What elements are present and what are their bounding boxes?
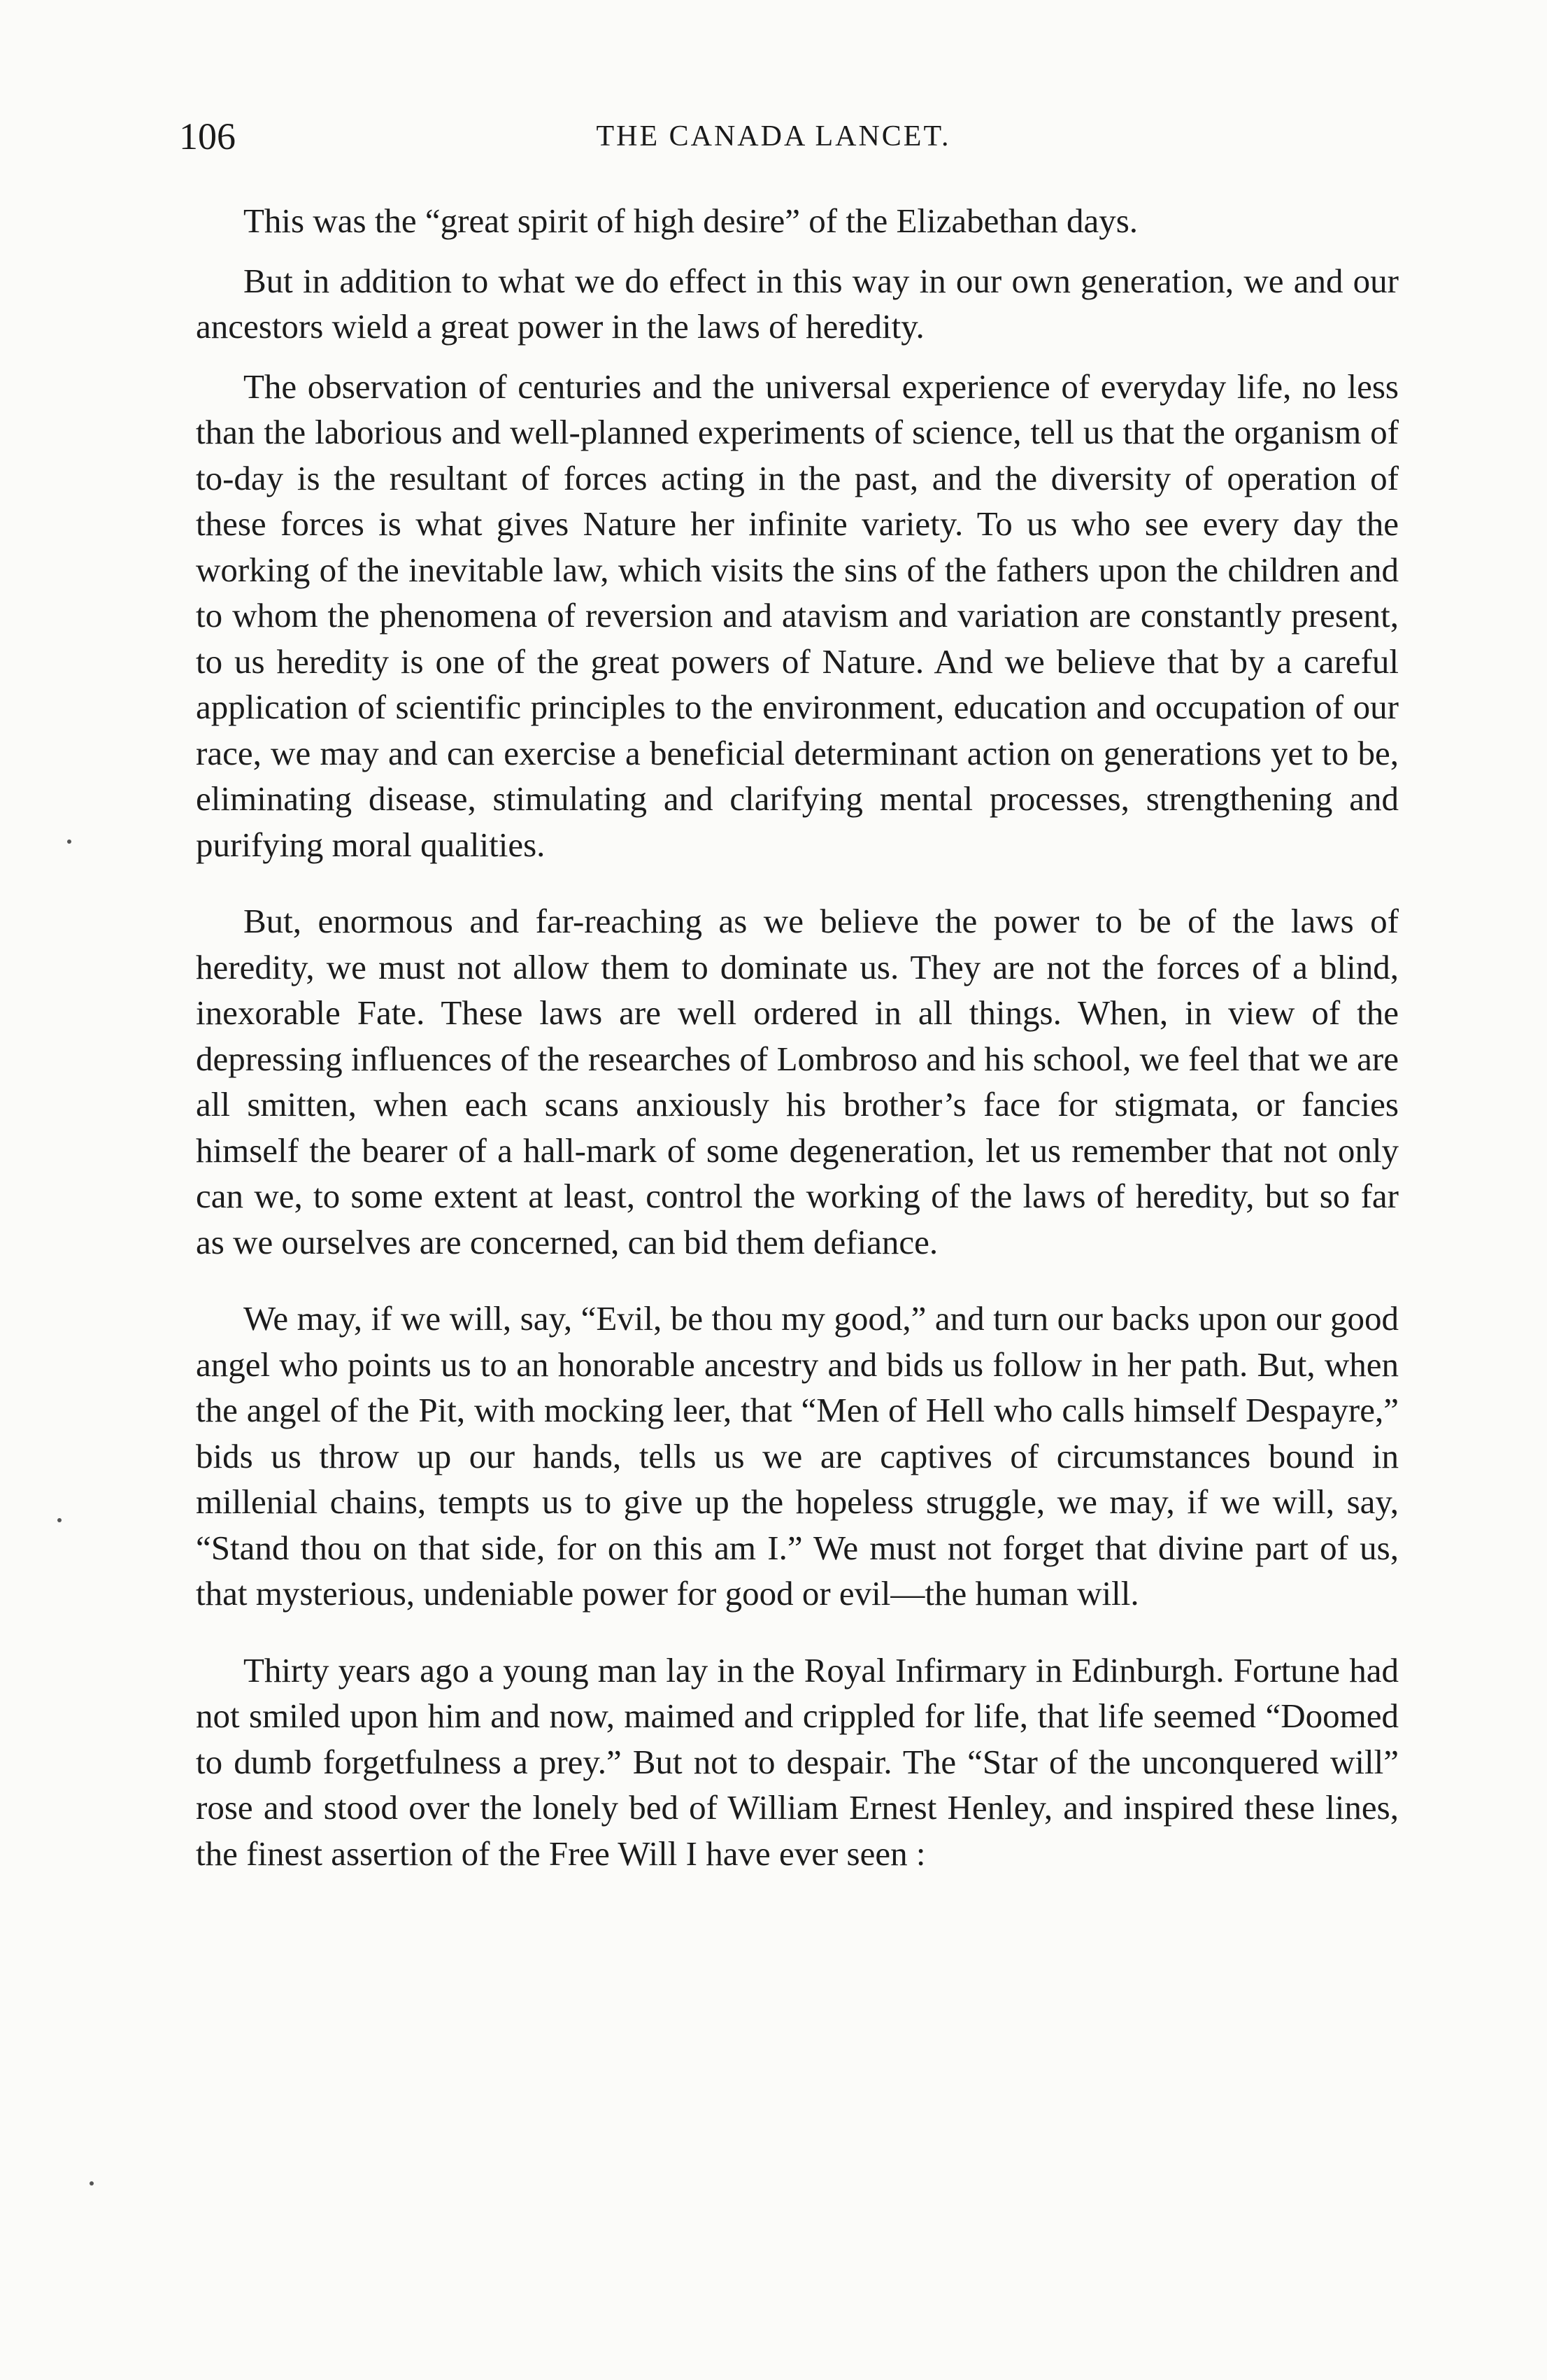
paragraph-generation: But in addition to what we do effect in this way in our own generation, we and our ancestors wield a great power in the laws of heredity.: [196, 261, 1399, 346]
stray-ink-mark: [67, 840, 71, 844]
page-number: 106: [179, 115, 236, 157]
running-title: THE CANADA LANCET.: [596, 120, 951, 153]
paragraph-elizabethan: This was the “great spirit of high desire” of the Elizabethan days.: [243, 201, 1139, 240]
paragraph-heredity: The observation of centuries and the universal experience of everyday life, no less than the laborious and well-planned experiments of science, tell us that the organism of to-day is the resultant of forces acting in the past, and the diversity of operation of these forces is what gives Nature her infinite variety. To us who see every day the working of the inevitable law, which visits the sins of the fathers upon the children and to whom the phenomena of reversion and atavism and variation are constantly present, to us heredity is one of the great powers of Nature. And we believe that by a careful application of scientific principles to the environment, education and occupation of our race, we may and can exercise a beneficial determinant action on generations yet to be, eliminating disease, stimulating and clarifying mental processes, strengthening and purifying moral qualities.: [196, 367, 1399, 864]
body-text: [196, 198, 1399, 1876]
paragraph-henley: Thirty years ago a young man lay in the Royal Infirmary in Edinburgh. Fortune had not smiled upon him and now, maimed and crippled for life, that life seemed “Doomed to dumb forgetfulness a prey.” But not to despair. The “Star of the unconquered will” rose and stood over the lonely bed of William Ernest Henley, and inspired these lines, the finest assertion of the Free Will I have ever seen :: [196, 1650, 1399, 1873]
page-header: [0, 112, 1547, 161]
paragraph-human-will: We may, if we will, say, “Evil, be thou my good,” and turn our backs upon our good angel who points us to an honorable ancestry and bids us follow in her path. But, when the angel of the Pit, with mocking leer, that “Men of Hell who calls himself Despayre,” bids us throw up our hands, tells us we are captives of circumstances bound in millenial chains, tempts us to give up the hopeless struggle, we may, if we will, say, “Stand thou on that side, for on this am I.” We must not forget that divine part of us, that mysterious, undeniable power for good or evil—the human will.: [196, 1299, 1399, 1613]
stray-ink-mark: [57, 1518, 62, 1522]
paragraph-fate: But, enormous and far-reaching as we believe the power to be of the laws of heredity, we must not allow them to dominate us. They are not the forces of a blind, inexorable Fate. These laws are well ordered in all things. When, in view of the depressing influences of the researches of Lombroso and his school, we feel that we are all smitten, when each scans anxiously his brother’s face for stigmata, or fancies himself the bearer of a hall-mark of some degeneration, let us remember that not only can we, to some extent at least, control the working of the laws of heredity, but so far as we ourselves are concerned, can bid them defiance.: [196, 902, 1399, 1261]
stray-ink-mark: [90, 2181, 94, 2186]
